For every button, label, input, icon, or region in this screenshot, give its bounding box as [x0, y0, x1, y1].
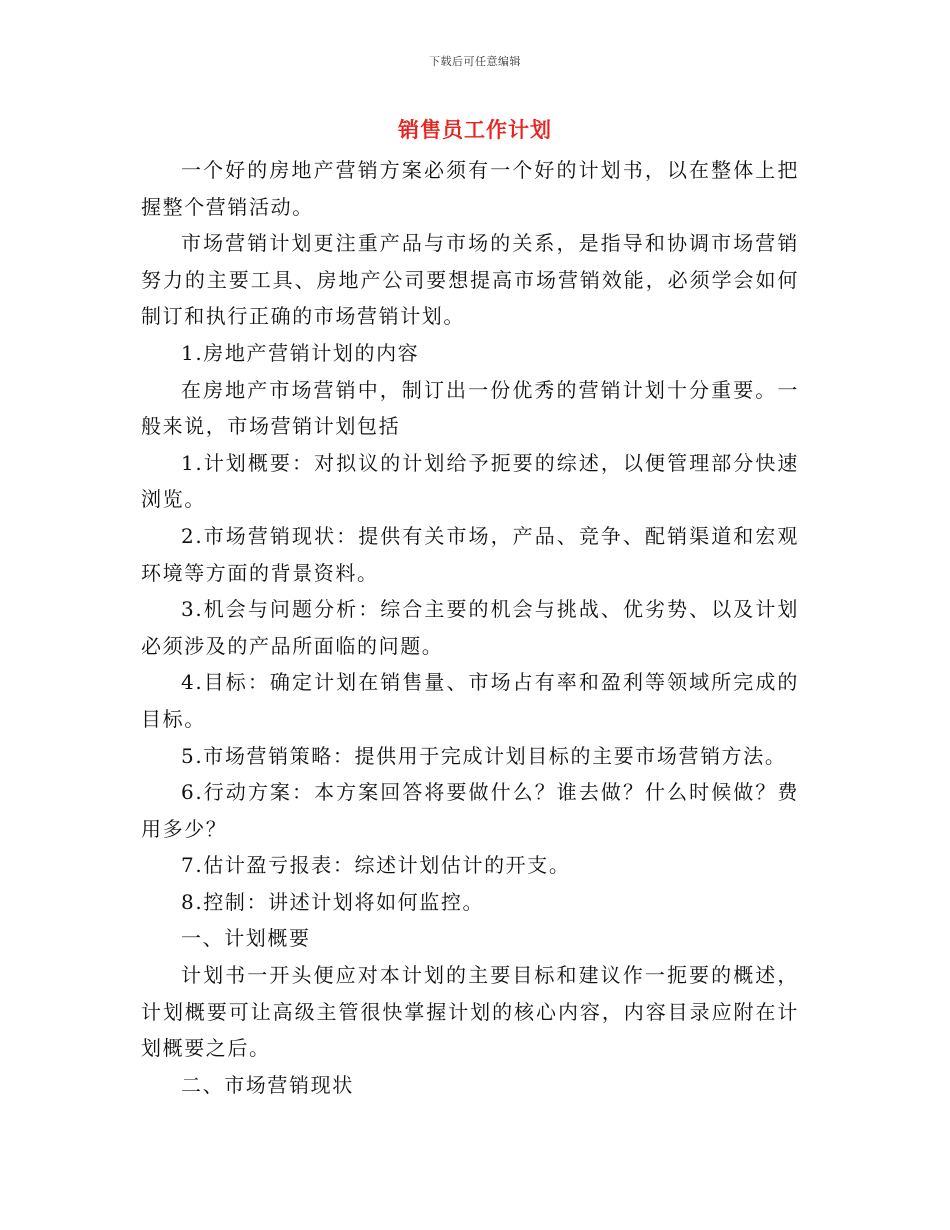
- paragraph: 在房地产市场营销中，制订出一份优秀的营销计划十分重要。一般来说，市场营销计划包括: [141, 377, 799, 439]
- list-item: 7.估计盈亏报表：综述计划估计的开支。: [181, 853, 571, 878]
- list-item: 4.目标：确定计划在销售量、市场占有率和盈利等领域所完成的目标。: [141, 670, 799, 731]
- paragraph: 计划书一开头便应对本计划的主要目标和建议作一扼要的概述，计划概要可让高级主管很快掌握计划的核心内容，内容目录应附在计划概要之后。: [141, 963, 799, 1061]
- section-heading: 1.房地产营销计划的内容: [181, 340, 420, 365]
- section-heading: 二、市场营销现状: [181, 1072, 354, 1097]
- list-item: 1.计划概要：对拟议的计划给予扼要的综述，以便管理部分快速浏览。: [141, 450, 799, 512]
- document-body: [141, 152, 799, 1103]
- document-title: 销售员工作计划: [398, 118, 552, 142]
- list-item: 3.机会与问题分析：综合主要的机会与挑战、优劣势、以及计划必须涉及的产品所面临的问题。: [141, 597, 799, 658]
- section-heading: 一、计划概要: [181, 926, 311, 951]
- list-item: 6.行动方案：本方案回答将要做什么？谁去做？什么时候做？费用多少？: [141, 780, 799, 841]
- header-note: 下载后可任意编辑: [429, 55, 521, 68]
- paragraph: 一个好的房地产营销方案必须有一个好的计划书，以在整体上把握整个营销活动。: [141, 158, 799, 219]
- list-item: 5.市场营销策略：提供用于完成计划目标的主要市场营销方法。: [181, 743, 787, 768]
- list-item: 8.控制：讲述计划将如何监控。: [181, 889, 485, 914]
- list-item: 2.市场营销现状：提供有关市场，产品、竞争、配销渠道和宏观环境等方面的背景资料。: [141, 523, 799, 585]
- paragraph: 市场营销计划更注重产品与市场的关系，是指导和协调市场营销努力的主要工具、房地产公司要想提高市场营销效能，必须学会如何制订和执行正确的市场营销计划。: [141, 231, 799, 329]
